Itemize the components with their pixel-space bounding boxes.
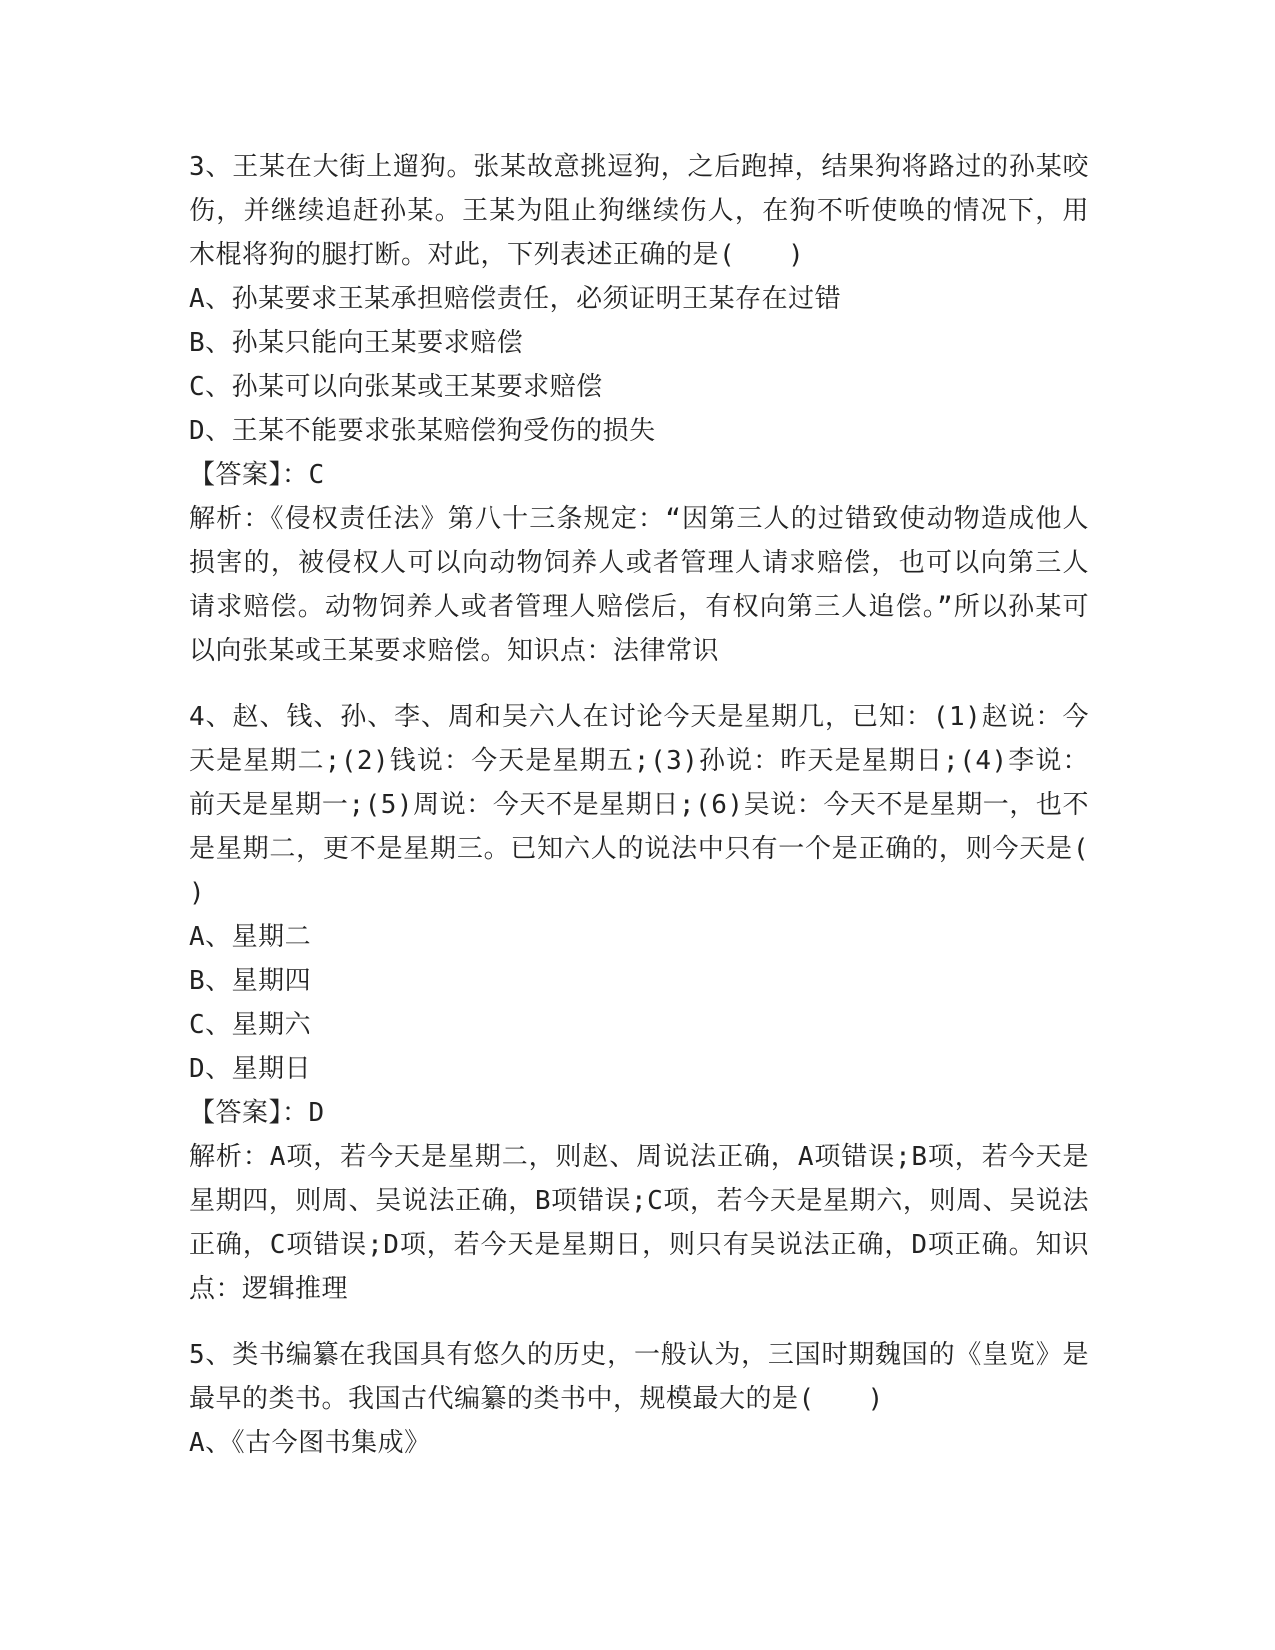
- question-4: [189, 695, 1143, 1311]
- question-stem: 4、赵、钱、孙、李、周和吴六人在讨论今天是星期几，已知：(1)赵说：今天是星期二;(2)钱说：今天是星期五;(3)孙说：昨天是星期日;(4)李说：前天是星期一;(5)周说：今天不是星期日;(6)吴说：今天不是星期一，也不是星期二，更不是星期三。已知六人的说法中只有一个是正确的，则今天是( ): [189, 702, 1143, 908]
- question-stem: 5、类书编纂在我国具有悠久的历史，一般认为，三国时期魏国的《皇览》是最早的类书。我国古代编纂的类书中，规模最大的是( ): [189, 1340, 1089, 1414]
- option-c: C、星期六: [189, 1010, 312, 1040]
- option-d: D、王某不能要求张某赔偿狗受伤的损失: [189, 416, 656, 446]
- answer-line: 【答案】：D: [189, 1098, 325, 1128]
- option-b: B、孙某只能向王某要求赔偿: [189, 328, 524, 358]
- analysis-text: 解析：《侵权责任法》第八十三条规定：“因第三人的过错致使动物造成他人损害的，被侵权人可以向动物饲养人或者管理人请求赔偿，也可以向第三人请求赔偿。动物饲养人或者管理人赔偿后，有权向第三人追偿。”所以孙某可以向张某或王某要求赔偿。知识点：法律常识: [189, 504, 1089, 666]
- option-b: B、星期四: [189, 966, 312, 996]
- question-stem: 3、王某在大街上遛狗。张某故意挑逗狗，之后跑掉，结果狗将路过的孙某咬伤，并继续追赶孙某。王某为阻止狗继续伤人，在狗不听使唤的情况下，用木棍将狗的腿打断。对此，下列表述正确的是( ): [189, 152, 1089, 270]
- option-d: D、星期日: [189, 1054, 312, 1084]
- question-3: [189, 145, 1089, 673]
- option-a: A、孙某要求王某承担赔偿责任，必须证明王某存在过错: [189, 284, 842, 314]
- answer-line: 【答案】：C: [189, 460, 325, 490]
- document-content: [189, 145, 1143, 1487]
- option-c: C、孙某可以向张某或王某要求赔偿: [189, 372, 603, 402]
- option-a: A、星期二: [189, 922, 312, 952]
- question-5: [189, 1333, 1089, 1465]
- option-a: A、《古今图书集成》: [189, 1428, 431, 1458]
- analysis-text: 解析：A项，若今天是星期二，则赵、周说法正确，A项错误;B项，若今天是星期四，则周、吴说法正确，B项错误;C项，若今天是星期六，则周、吴说法正确，C项错误;D项，若今天是星期日，则只有吴说法正确，D项正确。知识点：逻辑推理: [189, 1142, 1089, 1304]
